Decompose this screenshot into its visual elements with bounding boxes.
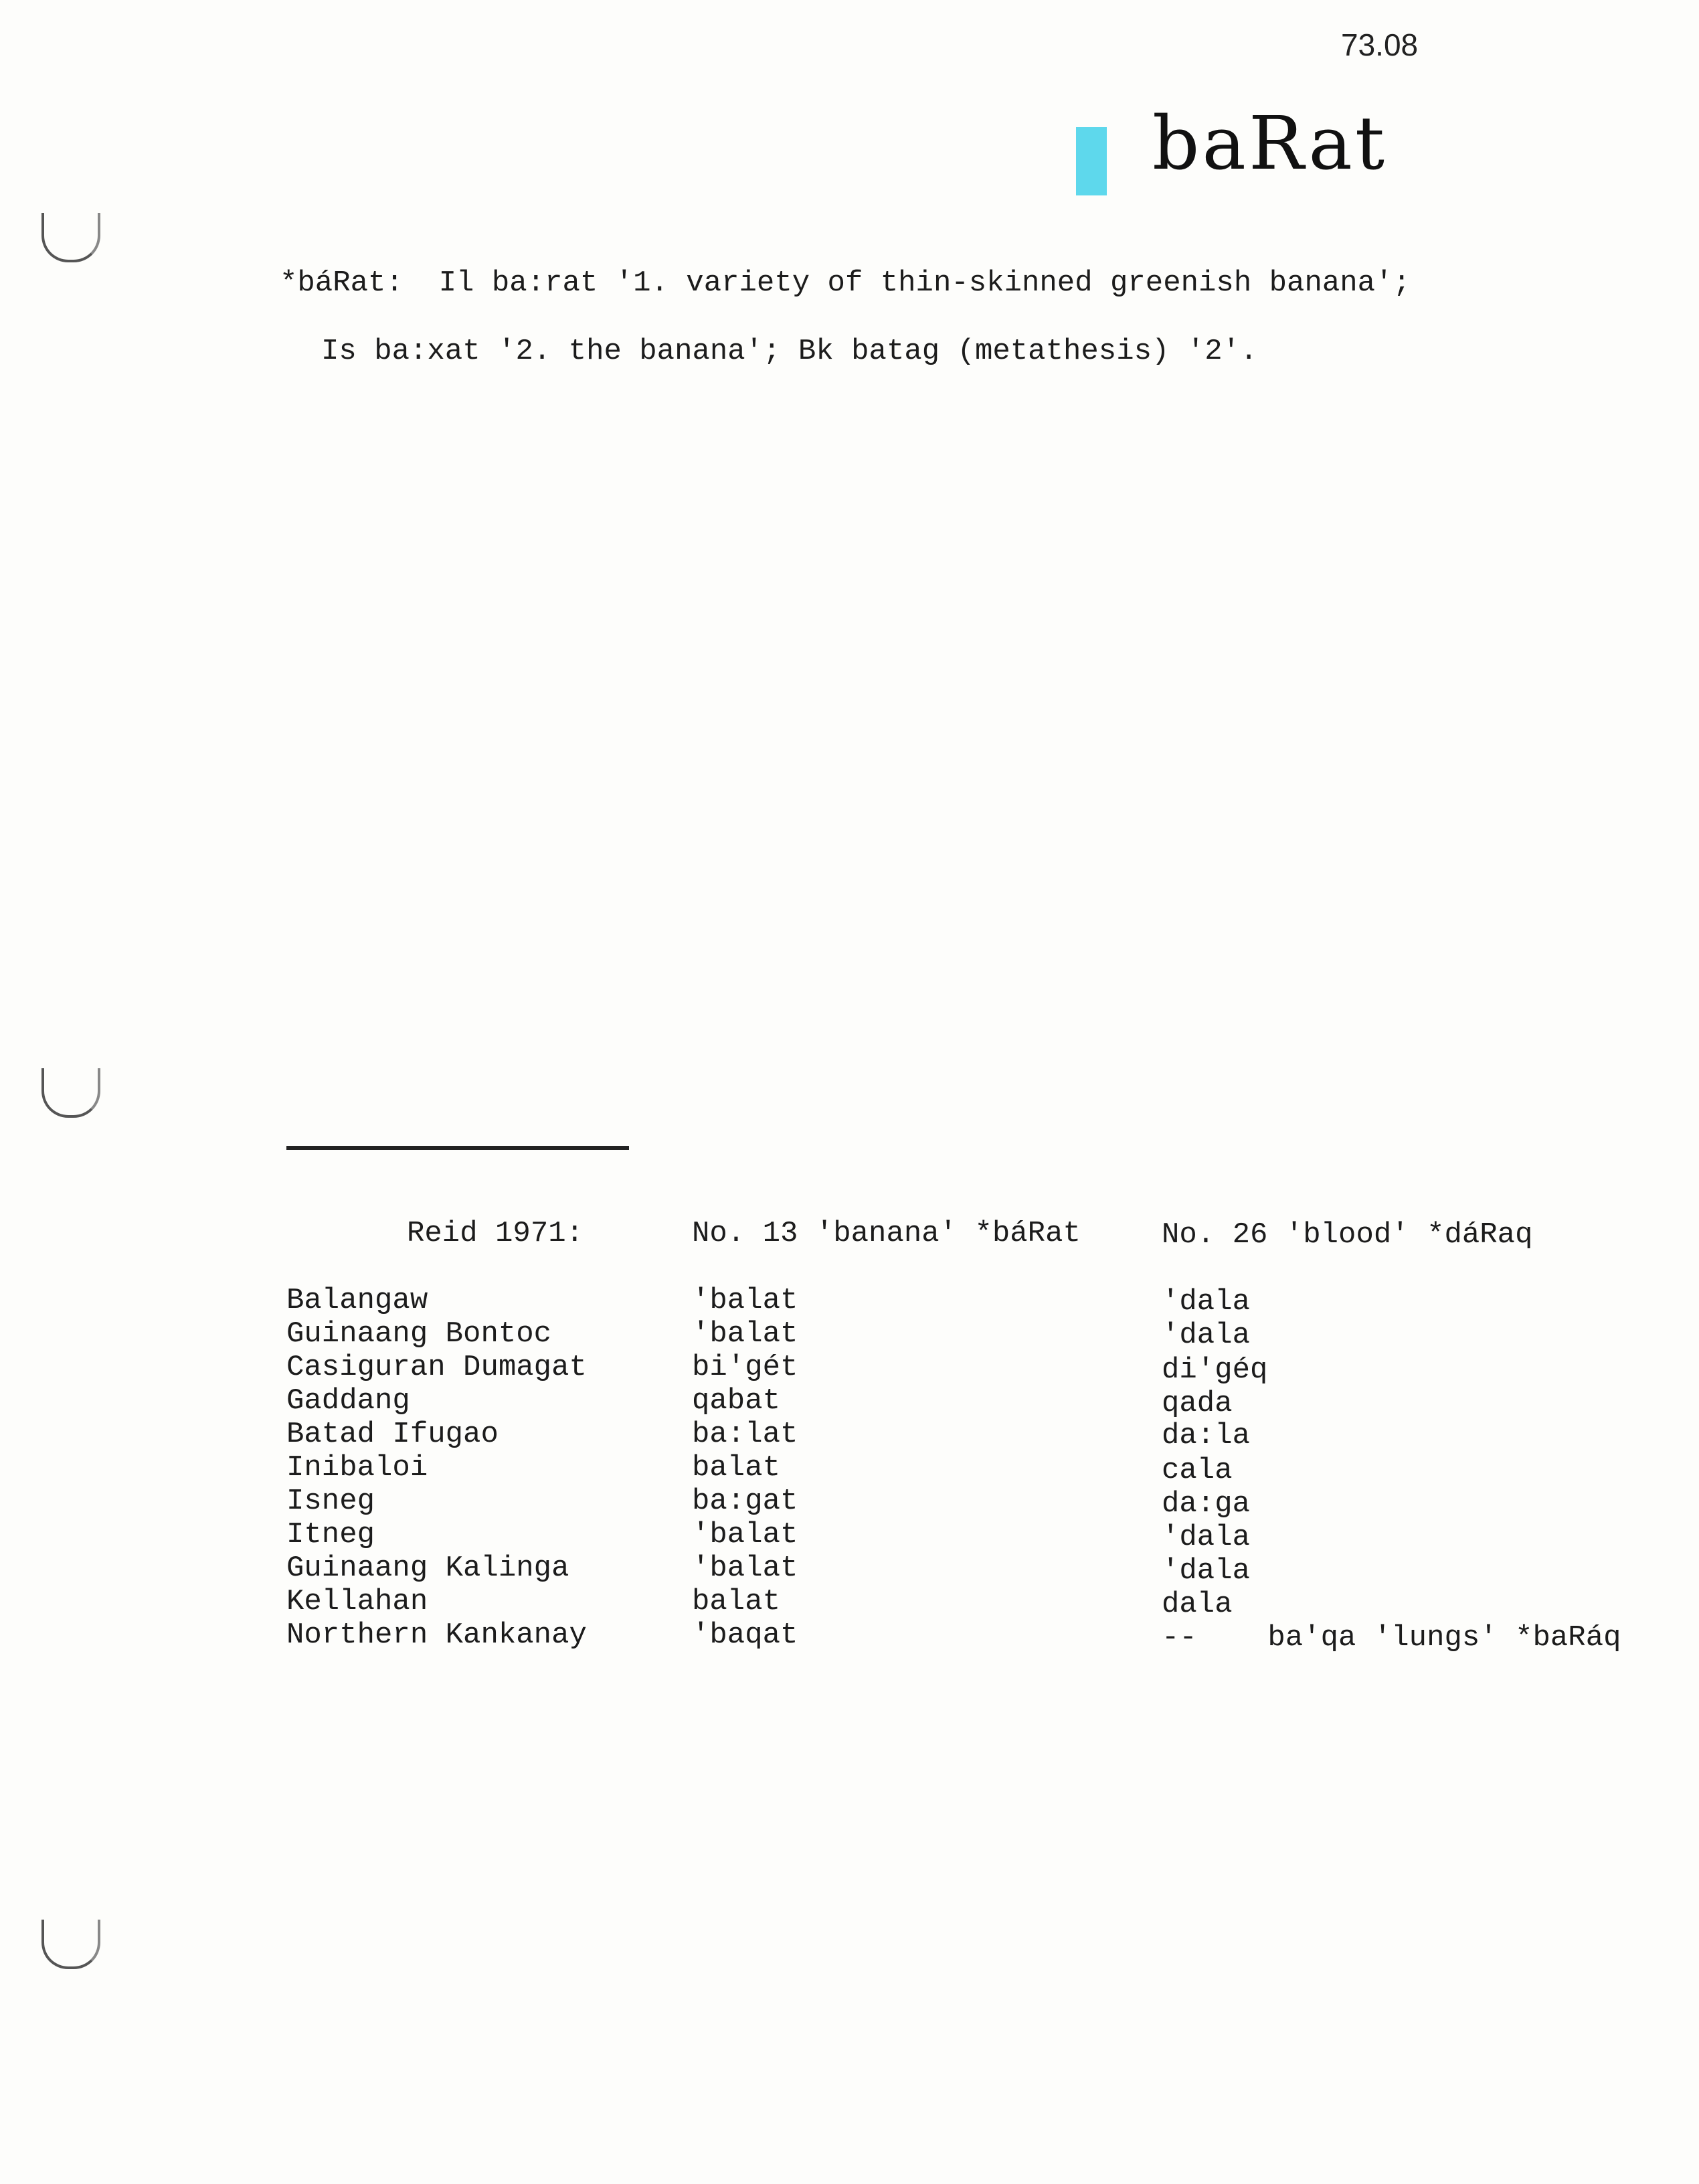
table-row-language: Isneg [286,1485,375,1518]
punch-hole [41,213,100,262]
table-header-blood: No. 26 'blood' *dáRaq [1162,1218,1533,1252]
table-row-blood: 'dala [1162,1319,1251,1352]
punch-hole [41,1068,100,1118]
page-number: 73.08 [1341,27,1419,62]
table-header-source: Reid 1971: [407,1217,584,1250]
table-row-banana: qabat [692,1384,781,1418]
horizontal-rule [286,1146,629,1150]
table-row-banana: 'baqat [692,1618,798,1652]
handwritten-title: baRat [1152,100,1388,186]
table-row-banana: balat [692,1451,781,1485]
table-row-banana: ba:gat [692,1485,798,1518]
table-row-blood: dala [1162,1588,1233,1621]
table-row-language: Kellahan [286,1585,428,1618]
table-row-banana: ba:lat [692,1418,798,1451]
table-row-blood: di'géq [1162,1353,1268,1387]
table-row-banana: 'balat [692,1518,798,1551]
table-row-blood: 'dala [1162,1285,1251,1319]
table-row-blood: 'dala [1162,1521,1251,1554]
punch-hole [41,1920,100,1969]
table-row-language: Casiguran Dumagat [286,1351,587,1384]
entry-line-1: *báRat: Il ba:rat '1. variety of thin-skinned greenish banana'; [280,266,1411,300]
entry-line-2: Is ba:xat '2. the banana'; Bk batag (metathesis) '2'. [321,335,1258,368]
table-row-language: Itneg [286,1518,375,1551]
table-row-blood: da:la [1162,1419,1251,1452]
table-row-language: Guinaang Kalinga [286,1551,569,1585]
table-row-blood: cala [1162,1454,1233,1487]
table-header-banana: No. 13 'banana' *báRat [692,1217,1081,1250]
table-row-banana: 'balat [692,1284,798,1317]
table-row-language: Guinaang Bontoc [286,1317,552,1351]
table-row-banana: bi'gét [692,1351,798,1384]
table-row-language: Batad Ifugao [286,1418,499,1451]
table-row-language: Northern Kankanay [286,1618,587,1652]
table-row-blood: 'dala [1162,1554,1251,1588]
table-row-language: Inibaloi [286,1451,428,1485]
table-row-blood: da:ga [1162,1487,1251,1521]
table-row-banana: 'balat [692,1317,798,1351]
table-row-language: Gaddang [286,1384,410,1418]
table-row-blood: -- ba'qa 'lungs' *baRáq [1162,1621,1621,1655]
table-row-language: Balangaw [286,1284,428,1317]
table-row-blood: qada [1162,1387,1233,1420]
color-tab-marker [1076,127,1107,195]
table-row-banana: balat [692,1585,781,1618]
table-row-banana: 'balat [692,1551,798,1585]
